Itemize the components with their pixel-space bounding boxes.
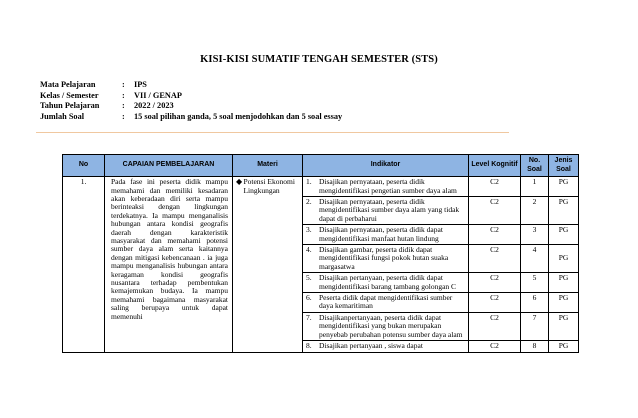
meta-value: 2022 / 2023 xyxy=(134,101,174,111)
level-cell: C2 xyxy=(469,245,521,273)
no-soal-cell: 2 xyxy=(521,197,549,225)
indikator-cell xyxy=(303,197,469,225)
indikator-text: Disajikan pernyataan, peserta didik mengidentifikasi sumber daya alam yang tidak dapat di perbaharui xyxy=(319,197,460,223)
no-soal-cell: 5 xyxy=(521,273,549,293)
header-no: No xyxy=(63,155,105,177)
indikator-cell xyxy=(303,312,469,340)
meta-value: VII / GENAP xyxy=(134,90,182,100)
level-cell: C2 xyxy=(469,273,521,293)
meta-value: IPS xyxy=(134,80,147,89)
divider-line xyxy=(36,132,509,133)
jenis-cell: PG xyxy=(549,225,579,245)
meta-colon: : xyxy=(122,101,125,111)
indikator-text: Disajikan gambar, peserta didik dapat mengidentifikasi fungsi pokok hutan suaka margasatwa xyxy=(319,245,449,271)
no-soal-cell: 8 xyxy=(521,341,549,352)
no-soal-cell: 1 xyxy=(521,177,549,197)
jenis-cell: PG xyxy=(549,293,579,313)
indikator-number: 5. xyxy=(306,273,312,283)
indikator-number: 3. xyxy=(306,225,312,235)
jenis-cell: PG xyxy=(549,341,579,352)
indikator-cell xyxy=(303,225,469,245)
level-cell: C2 xyxy=(469,293,521,313)
meta-row-class xyxy=(40,91,342,102)
header-capaian: CAPAIAN PEMBELAJARAN xyxy=(105,155,233,177)
indikator-text: Disajikan pernyataan, peserta didik dapat mengidentifikasi manfaat hutan lindung xyxy=(319,225,443,243)
meta-colon: : xyxy=(122,80,125,89)
indikator-cell xyxy=(303,177,469,197)
indikator-cell xyxy=(303,293,469,313)
table-row xyxy=(63,177,579,197)
indikator-text: Disajikan pernyataan, peserta didik mengidentifikasi pengetian sumber daya alam xyxy=(319,177,457,195)
meta-key: Mata Pelajaran xyxy=(40,80,96,89)
capaian-text: Pada fase ini peserta didik mampu memahami dan memiliki kesadaran akan keberadaan diri serta mampu berinteaksi dengan lingkungan terdekatnya. Ia mampu menganalisis hubungan antara kondisi geografis daerah dengan karakteristik masyarakat dan memahami potensi sumber daya alam serta kaitannya dengan mitigasi kebencanaan . ia juga mampu menganalisis hubungan antara keragaman kondisi geografis nusantara terhadap pembentukan kemajemukan budaya. Ia mampu memahami bagaimana masyarakat saling berupaya untuk dapat memenuhi xyxy=(105,177,233,352)
indikator-cell xyxy=(303,341,469,352)
indikator-number: 1. xyxy=(306,177,312,187)
level-cell: C2 xyxy=(469,225,521,245)
indikator-number: 7. xyxy=(306,312,312,322)
meta-key: Tahun Pelajaran xyxy=(40,101,100,111)
jenis-cell: PG xyxy=(549,197,579,225)
no-soal-cell: 6 xyxy=(521,293,549,313)
meta-key: Jumlah Soal xyxy=(40,111,85,121)
jenis-cell: PG xyxy=(549,245,579,273)
indikator-cell xyxy=(303,273,469,293)
meta-colon: : xyxy=(122,90,125,100)
indikator-text: Disajikanpertanyaan, peserta didik dapat mengidentifikasi yang bukan merupakan penyebab perubahan potensu sumber daya alam xyxy=(319,312,463,339)
level-cell: C2 xyxy=(469,341,521,352)
no-soal-cell: 4 xyxy=(521,245,549,273)
meta-row-year xyxy=(40,101,342,112)
kisi-kisi-table xyxy=(62,154,579,353)
meta-value: 15 soal pilihan ganda, 5 soal menjodohkan dan 5 soal essay xyxy=(134,111,343,121)
meta-row-count xyxy=(40,112,342,123)
indikator-number: 6. xyxy=(306,293,312,303)
jenis-cell: PG xyxy=(549,177,579,197)
row-number: 1. xyxy=(63,177,105,352)
indikator-cell xyxy=(303,245,469,273)
no-soal-cell: 3 xyxy=(521,225,549,245)
jenis-cell: PG xyxy=(549,312,579,340)
materi-text: Potensi Ekonomi Lingkungan xyxy=(243,177,295,195)
header-level: Level Kognitif xyxy=(469,155,521,177)
materi-cell xyxy=(233,177,303,352)
header-materi: Materi xyxy=(233,155,303,177)
indikator-number: 2. xyxy=(306,197,312,206)
meta-key: Kelas / Semester xyxy=(40,90,99,100)
indikator-text: Disajikan pertanyaan , siswa dapat xyxy=(319,341,423,351)
table-header-row xyxy=(63,155,579,177)
document-meta xyxy=(40,80,342,122)
indikator-text: Disajikan pertanyaan, peserta didik dapat mengidentifikasi barang tambang golongan C xyxy=(319,273,457,291)
document-title: KISI-KISI SUMATIF TENGAH SEMESTER (STS) xyxy=(200,54,438,65)
indikator-number: 8. xyxy=(306,341,312,351)
indikator-text: Peserta didik dapat mengidentifikasi sumber daya kemaritiman xyxy=(319,293,453,311)
meta-colon: : xyxy=(122,111,125,121)
diamond-bullet-icon: ◆ xyxy=(236,177,243,187)
header-indikator: Indikator xyxy=(303,155,469,177)
no-soal-cell: 7 xyxy=(521,312,549,340)
level-cell: C2 xyxy=(469,197,521,225)
level-cell: C2 xyxy=(469,312,521,340)
meta-row-subject xyxy=(40,80,342,91)
header-no-soal: No. Soal xyxy=(521,155,549,177)
header-jenis: Jenis Soal xyxy=(549,155,579,177)
level-cell: C2 xyxy=(469,177,521,197)
jenis-cell: PG xyxy=(549,273,579,293)
indikator-number: 4. xyxy=(306,245,312,255)
